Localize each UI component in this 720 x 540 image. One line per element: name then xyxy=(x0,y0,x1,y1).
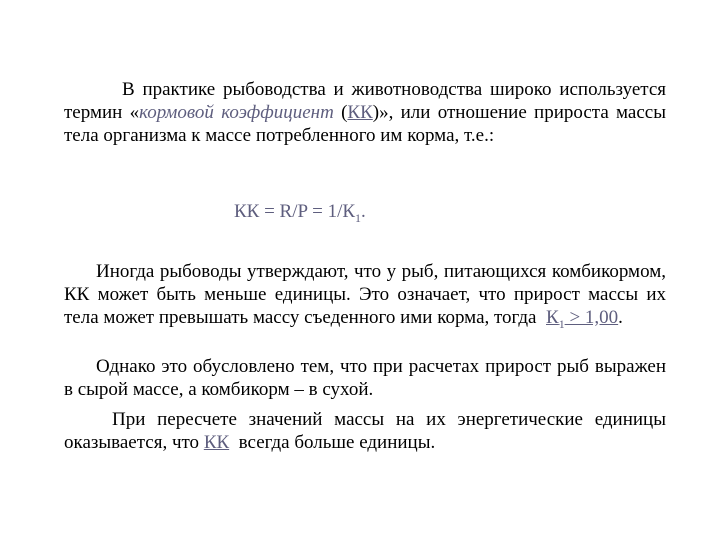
conclusion-text-start: При пересчете значений массы на их энергетические единицы оказывается, что xyxy=(64,409,666,453)
conclusion-kk: КК xyxy=(203,432,230,453)
condition-k: К xyxy=(546,307,559,328)
condition-expression xyxy=(546,307,619,331)
formula-main: КК = R/P = 1/К xyxy=(234,201,356,222)
paragraph-explanation xyxy=(64,355,666,401)
condition-rest: > 1,00 xyxy=(564,307,619,328)
term-abbreviation: КК xyxy=(347,102,373,123)
formula xyxy=(234,200,366,223)
paragraph-definition xyxy=(64,78,666,147)
formula-end: . xyxy=(361,201,366,222)
definition-text-end: )», или отношение прироста массы тела организма к массе потребленного им корма, т.е.: xyxy=(64,102,666,146)
formula-subscript: 1 xyxy=(355,210,362,225)
claim-text: Иногда рыбоводы утверждают, что у рыб, питающихся комбикормом, КК может быть меньше единицы. Это означает, что прирост массы их тела может превышать массу съеденного ими корма, тогда xyxy=(64,261,666,328)
definition-text-start: В практике рыбоводства и животноводства широко используется термин « xyxy=(64,79,666,123)
conclusion-text-end: всегда больше единицы. xyxy=(238,432,436,453)
claim-end: . xyxy=(618,307,623,328)
term-feed-coefficient: кормовой коэффициент xyxy=(139,102,334,123)
definition-text-paren: ( xyxy=(333,102,348,123)
paragraph-claim xyxy=(64,260,666,329)
explanation-text: Однако это обусловлено тем, что при расчетах прирост рыб выражен в сырой массе, а комбикорм – в сухой. xyxy=(64,356,666,400)
condition-subscript: 1 xyxy=(558,316,565,331)
paragraph-conclusion xyxy=(64,408,666,454)
